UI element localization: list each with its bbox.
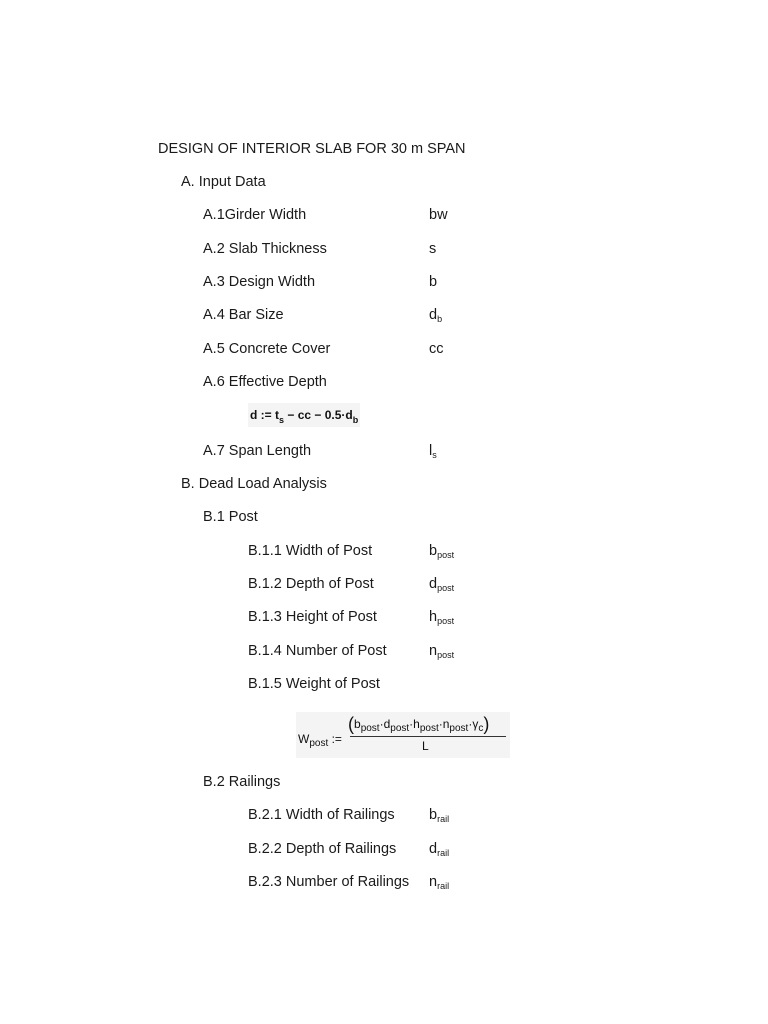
item-b14-symbol bbox=[429, 642, 454, 660]
symbol-subscript: rail bbox=[437, 881, 450, 891]
eq2-f1-sub: post bbox=[360, 723, 380, 734]
effective-depth-equation bbox=[248, 403, 360, 427]
item-b14-label: B.1.4 Number of Post bbox=[248, 643, 387, 659]
item-a3-symbol: b bbox=[429, 274, 438, 290]
section-a-heading: A. Input Data bbox=[181, 174, 266, 190]
eq2-f2-sub: post bbox=[390, 723, 410, 734]
item-b12-label: B.1.2 Depth of Post bbox=[248, 576, 374, 592]
item-b23-label: B.2.3 Number of Railings bbox=[248, 874, 410, 890]
symbol-base: n bbox=[429, 643, 438, 659]
item-b11-label: B.1.1 Width of Post bbox=[248, 543, 373, 559]
item-a4-symbol bbox=[429, 306, 442, 324]
eq2-denominator: L bbox=[422, 739, 429, 753]
eq2-lhs bbox=[298, 732, 342, 749]
item-b22-symbol bbox=[429, 840, 449, 858]
symbol-subscript: rail bbox=[437, 814, 450, 824]
eq2-op: := bbox=[328, 732, 342, 746]
symbol-base: d bbox=[429, 841, 438, 857]
eq2-lhs-base: W bbox=[298, 732, 310, 746]
document-title: DESIGN OF INTERIOR SLAB FOR 30 m SPAN bbox=[158, 141, 466, 157]
item-a7-symbol bbox=[429, 442, 437, 460]
eq2-f5-sub: c bbox=[478, 723, 484, 734]
symbol-subscript: s bbox=[432, 450, 437, 460]
item-b22-label: B.2.2 Depth of Railings bbox=[248, 841, 397, 857]
symbol-base: n bbox=[429, 874, 438, 890]
symbol-subscript: post bbox=[437, 616, 455, 626]
item-b23-symbol bbox=[429, 873, 449, 891]
item-a2-label: A.2 Slab Thickness bbox=[203, 241, 327, 257]
item-a6-label: A.6 Effective Depth bbox=[203, 374, 327, 390]
eq-lhs: d bbox=[250, 408, 258, 422]
eq2-f2: ·d bbox=[379, 717, 391, 731]
item-a4-label: A.4 Bar Size bbox=[203, 307, 284, 323]
item-b1-label: B.1 Post bbox=[203, 509, 258, 525]
item-a3-label: A.3 Design Width bbox=[203, 274, 316, 290]
item-b21-label: B.2.1 Width of Railings bbox=[248, 807, 395, 823]
symbol-base: b bbox=[429, 543, 438, 559]
item-b13-symbol bbox=[429, 608, 454, 626]
eq2-close-paren: ) bbox=[483, 714, 490, 734]
item-b13-label: B.1.3 Height of Post bbox=[248, 609, 377, 625]
symbol-base: b bbox=[429, 807, 438, 823]
item-a5-symbol: cc bbox=[429, 341, 444, 357]
item-b11-symbol bbox=[429, 542, 454, 560]
symbol-base: l bbox=[429, 443, 433, 459]
section-b-heading: B. Dead Load Analysis bbox=[181, 476, 327, 492]
item-a7-label: A.7 Span Length bbox=[203, 443, 312, 459]
eq-term-t-sub: s bbox=[279, 415, 285, 425]
eq2-f5: ·γ bbox=[468, 717, 479, 731]
eq2-numerator bbox=[348, 714, 489, 735]
eq2-lhs-sub: post bbox=[309, 738, 329, 749]
eq2-f3-sub: post bbox=[419, 723, 439, 734]
symbol-base: d bbox=[429, 307, 438, 323]
eq-term-t: t bbox=[275, 408, 280, 422]
item-b15-label: B.1.5 Weight of Post bbox=[248, 676, 380, 692]
item-b2-label: B.2 Railings bbox=[203, 774, 281, 790]
symbol-subscript: post bbox=[437, 650, 455, 660]
item-b12-symbol bbox=[429, 575, 454, 593]
symbol-subscript: rail bbox=[437, 848, 450, 858]
symbol-subscript: post bbox=[437, 583, 455, 593]
item-a1-label: A.1Girder Width bbox=[203, 207, 307, 223]
symbol-subscript: b bbox=[437, 314, 443, 324]
item-a5-label: A.5 Concrete Cover bbox=[203, 341, 331, 357]
eq-d-sub: b bbox=[352, 415, 359, 425]
eq2-f3: ·h bbox=[409, 717, 420, 731]
item-b21-symbol bbox=[429, 806, 449, 824]
eq2-f4: ·n bbox=[438, 717, 450, 731]
eq-rest: − cc − 0.5·d bbox=[284, 408, 353, 422]
symbol-base: h bbox=[429, 609, 438, 625]
item-a2-symbol: s bbox=[429, 241, 437, 257]
weight-of-post-equation bbox=[296, 712, 510, 758]
eq-op: := bbox=[257, 408, 276, 422]
eq2-f1: b bbox=[354, 717, 361, 731]
symbol-base: d bbox=[429, 576, 438, 592]
eq2-f4-sub: post bbox=[449, 723, 469, 734]
item-a1-symbol: bw bbox=[429, 207, 448, 223]
symbol-subscript: post bbox=[437, 550, 455, 560]
eq2-fraction-bar bbox=[350, 736, 506, 737]
eq2-open-paren: ( bbox=[348, 714, 354, 734]
